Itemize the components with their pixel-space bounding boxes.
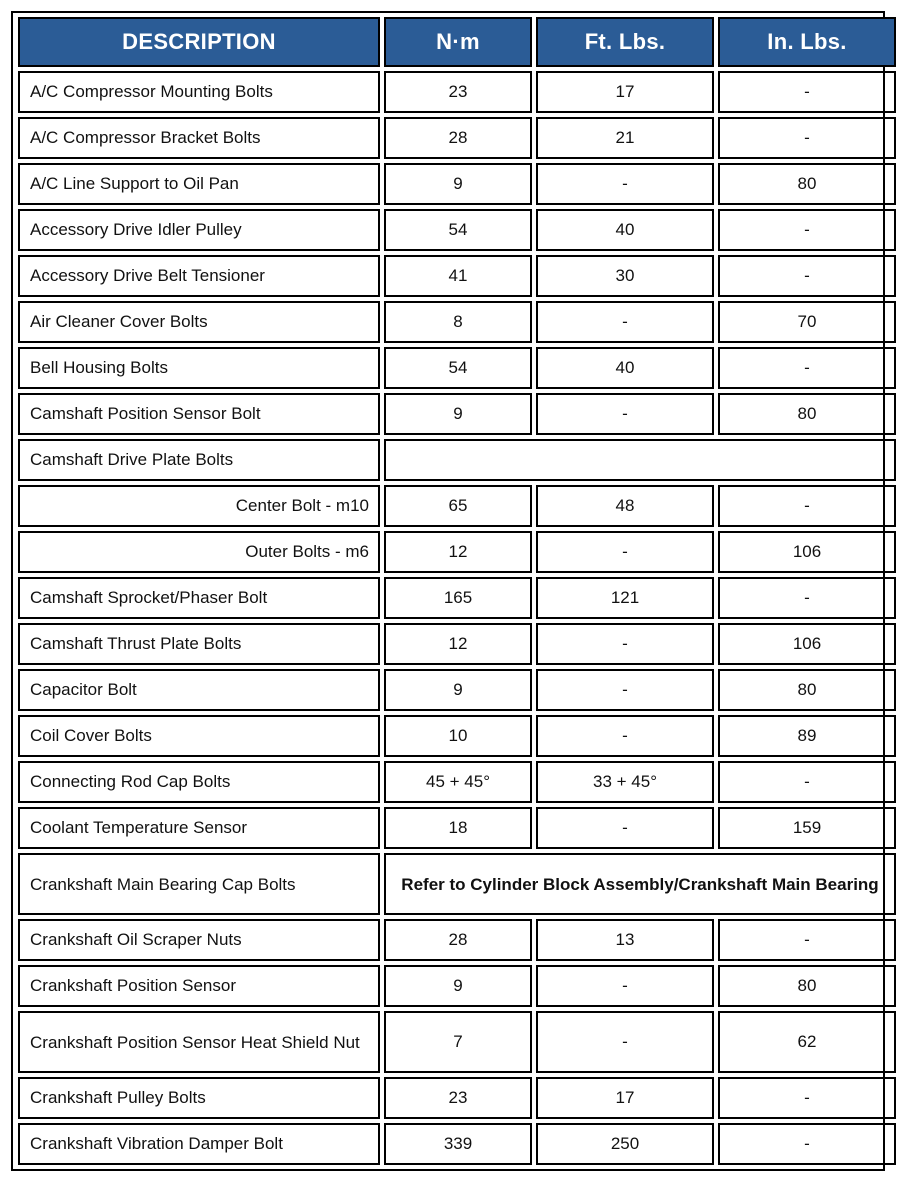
cell-description: Outer Bolts - m6 (18, 531, 380, 573)
table-row (18, 301, 896, 343)
cell-nm: 339 (384, 1123, 532, 1165)
table-row (18, 669, 896, 711)
table-row (18, 853, 896, 915)
cell-nm: 12 (384, 623, 532, 665)
cell-ft-lbs: - (536, 715, 714, 757)
cell-in-lbs: 80 (718, 965, 896, 1007)
cell-description: A/C Line Support to Oil Pan (18, 163, 380, 205)
cell-description: Connecting Rod Cap Bolts (18, 761, 380, 803)
cell-ft-lbs: - (536, 965, 714, 1007)
cell-nm: 7 (384, 1011, 532, 1073)
cell-description: Crankshaft Position Sensor (18, 965, 380, 1007)
table-row (18, 1011, 896, 1073)
torque-spec-sheet (11, 11, 885, 1171)
cell-nm: 45 + 45° (384, 761, 532, 803)
cell-description: A/C Compressor Bracket Bolts (18, 117, 380, 159)
cell-in-lbs: - (718, 255, 896, 297)
cell-in-lbs: 80 (718, 669, 896, 711)
cell-description: Crankshaft Pulley Bolts (18, 1077, 380, 1119)
header-description: DESCRIPTION (18, 17, 380, 67)
cell-description: Capacitor Bolt (18, 669, 380, 711)
cell-in-lbs: 159 (718, 807, 896, 849)
cell-nm: 9 (384, 669, 532, 711)
cell-nm: 165 (384, 577, 532, 619)
table-row (18, 761, 896, 803)
header-row (18, 17, 896, 67)
cell-ft-lbs: 121 (536, 577, 714, 619)
cell-description: Camshaft Thrust Plate Bolts (18, 623, 380, 665)
cell-ft-lbs: 33 + 45° (536, 761, 714, 803)
cell-nm: 9 (384, 163, 532, 205)
table-row (18, 163, 896, 205)
cell-nm: 54 (384, 347, 532, 389)
table-row (18, 965, 896, 1007)
cell-in-lbs: - (718, 209, 896, 251)
table-row (18, 393, 896, 435)
cell-in-lbs: 80 (718, 393, 896, 435)
cell-description: Air Cleaner Cover Bolts (18, 301, 380, 343)
table-row (18, 117, 896, 159)
table-row (18, 209, 896, 251)
cell-description: Camshaft Drive Plate Bolts (18, 439, 380, 481)
cell-in-lbs: - (718, 919, 896, 961)
cell-description: Crankshaft Position Sensor Heat Shield Nut (18, 1011, 380, 1073)
cell-in-lbs: - (718, 117, 896, 159)
cell-nm: 41 (384, 255, 532, 297)
cell-in-lbs: - (718, 1123, 896, 1165)
cell-in-lbs: 106 (718, 531, 896, 573)
cell-ft-lbs: 13 (536, 919, 714, 961)
cell-description: Coil Cover Bolts (18, 715, 380, 757)
cell-in-lbs: - (718, 347, 896, 389)
table-row (18, 807, 896, 849)
cell-in-lbs: - (718, 577, 896, 619)
cell-description: Accessory Drive Idler Pulley (18, 209, 380, 251)
table-row (18, 715, 896, 757)
cell-ft-lbs: 21 (536, 117, 714, 159)
cell-ft-lbs: 30 (536, 255, 714, 297)
cell-in-lbs: 62 (718, 1011, 896, 1073)
cell-nm: 18 (384, 807, 532, 849)
cell-in-lbs: 70 (718, 301, 896, 343)
table-row (18, 1123, 896, 1165)
cell-nm: 9 (384, 965, 532, 1007)
table-row (18, 919, 896, 961)
table-row (18, 255, 896, 297)
table-row (18, 623, 896, 665)
header-nm: N·m (384, 17, 532, 67)
cell-ft-lbs: 40 (536, 347, 714, 389)
cell-nm: 23 (384, 71, 532, 113)
cell-reference-note: Refer to Cylinder Block Assembly/Crankshaft Main Bearing (384, 853, 896, 915)
cell-ft-lbs: - (536, 301, 714, 343)
cell-nm: 23 (384, 1077, 532, 1119)
cell-blank-span (384, 439, 896, 481)
cell-description: Camshaft Position Sensor Bolt (18, 393, 380, 435)
cell-in-lbs: 89 (718, 715, 896, 757)
cell-ft-lbs: - (536, 623, 714, 665)
cell-ft-lbs: - (536, 669, 714, 711)
cell-description: Crankshaft Main Bearing Cap Bolts (18, 853, 380, 915)
cell-in-lbs: - (718, 761, 896, 803)
table-row (18, 577, 896, 619)
cell-nm: 12 (384, 531, 532, 573)
cell-nm: 10 (384, 715, 532, 757)
table-row (18, 531, 896, 573)
header-in-lbs: In. Lbs. (718, 17, 896, 67)
cell-in-lbs: - (718, 71, 896, 113)
cell-description: Center Bolt - m10 (18, 485, 380, 527)
cell-ft-lbs: - (536, 393, 714, 435)
cell-ft-lbs: - (536, 1011, 714, 1073)
cell-ft-lbs: 40 (536, 209, 714, 251)
cell-ft-lbs: - (536, 531, 714, 573)
cell-description: Camshaft Sprocket/Phaser Bolt (18, 577, 380, 619)
cell-ft-lbs: 17 (536, 71, 714, 113)
cell-description: Bell Housing Bolts (18, 347, 380, 389)
cell-ft-lbs: - (536, 807, 714, 849)
cell-nm: 28 (384, 117, 532, 159)
cell-in-lbs: - (718, 485, 896, 527)
cell-nm: 65 (384, 485, 532, 527)
cell-in-lbs: - (718, 1077, 896, 1119)
cell-description: Crankshaft Oil Scraper Nuts (18, 919, 380, 961)
table-row (18, 439, 896, 481)
cell-description: Crankshaft Vibration Damper Bolt (18, 1123, 380, 1165)
cell-description: Accessory Drive Belt Tensioner (18, 255, 380, 297)
cell-in-lbs: 106 (718, 623, 896, 665)
header-ft-lbs: Ft. Lbs. (536, 17, 714, 67)
cell-ft-lbs: 17 (536, 1077, 714, 1119)
cell-nm: 9 (384, 393, 532, 435)
cell-ft-lbs: 250 (536, 1123, 714, 1165)
cell-description: Coolant Temperature Sensor (18, 807, 380, 849)
cell-nm: 8 (384, 301, 532, 343)
cell-nm: 54 (384, 209, 532, 251)
torque-spec-table (14, 13, 900, 1169)
cell-nm: 28 (384, 919, 532, 961)
table-row (18, 485, 896, 527)
table-row (18, 71, 896, 113)
cell-description: A/C Compressor Mounting Bolts (18, 71, 380, 113)
table-row (18, 347, 896, 389)
cell-ft-lbs: 48 (536, 485, 714, 527)
table-row (18, 1077, 896, 1119)
cell-ft-lbs: - (536, 163, 714, 205)
cell-in-lbs: 80 (718, 163, 896, 205)
